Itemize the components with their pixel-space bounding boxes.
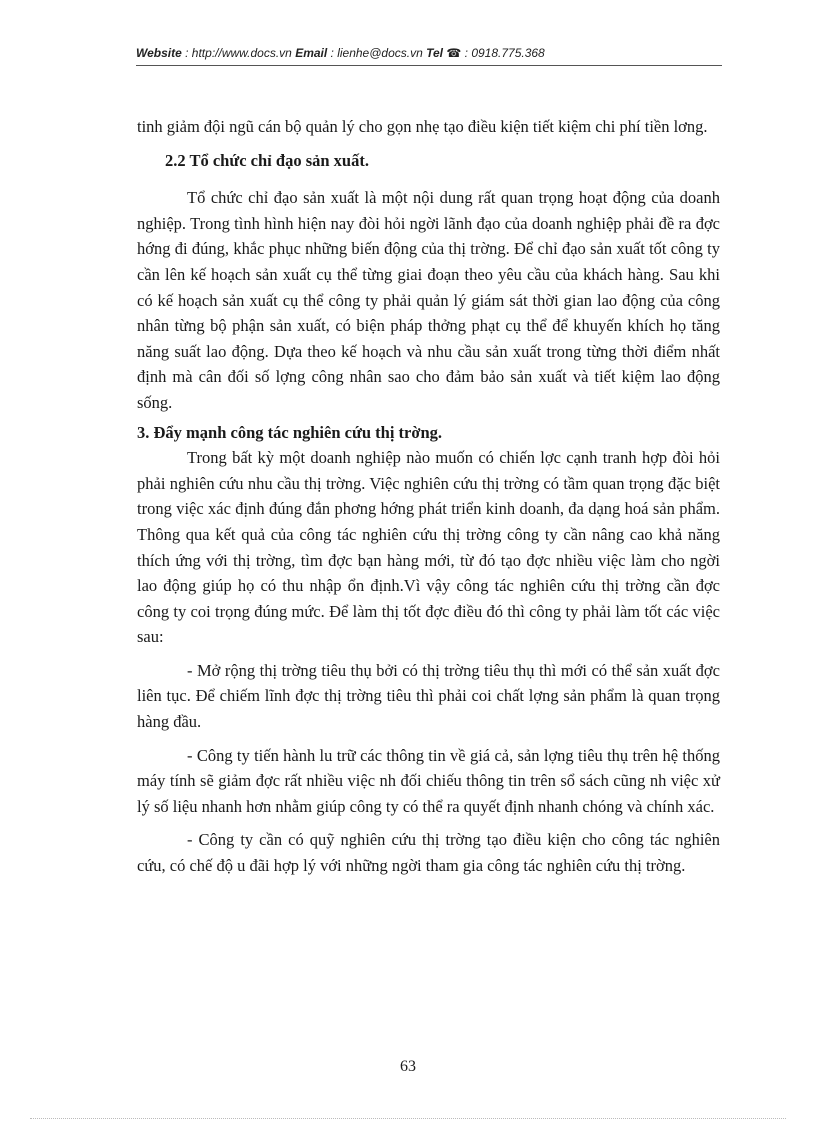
email-label: Email [295, 46, 328, 60]
paragraph-market-research: Trong bất kỳ một doanh nghiệp nào muốn có chiến lợc cạnh tranh hợp đòi hỏi phải nghiên cứu nhu cầu thị trờng. Việc nghiên cứu thị trờng có tầm quan trọng đặc biệt trong việc xác định đúng đắn phơng hớng phát triển kinh doanh, đa dạng hoá sản phẩm. Thông qua kết quả của công tác nghiên cứu thị trờng công ty cần nâng cao khả năng thích ứng với thị trờng, tìm đợc bạn hàng mới, từ đó tạo đợc nhiều việc làm cho ngời lao động giúp họ có thu nhập ổn định.Vì vậy công tác nghiên cứu thị trờng cần đợc công ty coi trọng đúng mức. Để làm thị tốt đợc điều đó thì công ty phải làm tốt các việc sau: [137, 448, 720, 647]
bullet-research-fund: - Công ty cần có quỹ nghiên cứu thị trờng tạo điều kiện cho công tác nghiên cứu, có chế độ u đãi hợp lý với những ngời tham gia công tác nghiên cứu thị trờng. [137, 830, 720, 876]
tel-value: : 0918.775.368 [461, 46, 545, 60]
paragraph-continuation: tinh giảm đội ngũ cán bộ quản lý cho gọn nhẹ tạo điều kiện tiết kiệm chi phí tiền lơng. [137, 117, 708, 136]
section-heading-2-2: 2.2 Tổ chức chỉ đạo sản xuất. [165, 150, 369, 170]
bullet-store-information: - Công ty tiến hành lu trữ các thông tin về giá cả, sản lợng tiêu thụ trên hệ thống máy tính sẽ giảm đợc rất nhiều việc nh đối chiếu thông tin trên sổ sách cũng nh việc xử lý số liệu nhanh hơn nhằm giúp công ty có thể ra quyết định nhanh chóng và chính xác. [137, 745, 720, 816]
bullet-expand-market: - Mở rộng thị trờng tiêu thụ bởi có thị trờng tiêu thụ thì mới có thể sản xuất đợc liên tục. Để chiếm lĩnh đợc thị trờng tiêu thì phải coi chất lợng sản phẩm là quan trọng hàng đầu. [137, 660, 720, 732]
website-label: Website [136, 46, 182, 60]
phone-icon: ☎ [446, 46, 462, 60]
tel-label: Tel [426, 46, 444, 60]
section-heading-3: 3. Đẩy mạnh công tác nghiên cứu thị trờng. [137, 422, 443, 442]
paragraph-production-management: Tổ chức chỉ đạo sản xuất là một nội dung rất quan trọng hoạt động của doanh nghiệp. Trong tình hình hiện nay đòi hỏi ngời lãnh đạo của doanh nghiệp phải đề ra đợc hớng đi đúng, khắc phục những biến động của thị trờng. Để chỉ đạo sản xuất tốt công ty cần lên kế hoạch sản xuất cụ thể từng giai đoạn theo yêu cầu của khách hàng. Sau khi có kế hoạch sản xuất cụ thể công ty phải quản lý giám sát thời gian lao động của công nhân từng bộ phận sản xuất, có biện pháp thởng phạt cụ thể để khuyến khích họ tăng năng suất lao động. Dựa theo kế hoạch và nhu cầu sản xuất trong từng thời điểm nhất định mà cân đối số lợng công nhân sao cho đảm bảo sản xuất và tiết kiệm lao động sống. [137, 188, 720, 412]
email-value: : lienhe@docs.vn [327, 46, 427, 60]
header-divider [136, 65, 722, 66]
document-body [137, 114, 720, 879]
footer-divider [30, 1118, 786, 1119]
website-value: : http://www.docs.vn [181, 46, 296, 60]
page-number: 63 [400, 1058, 416, 1075]
page-header [136, 46, 721, 60]
